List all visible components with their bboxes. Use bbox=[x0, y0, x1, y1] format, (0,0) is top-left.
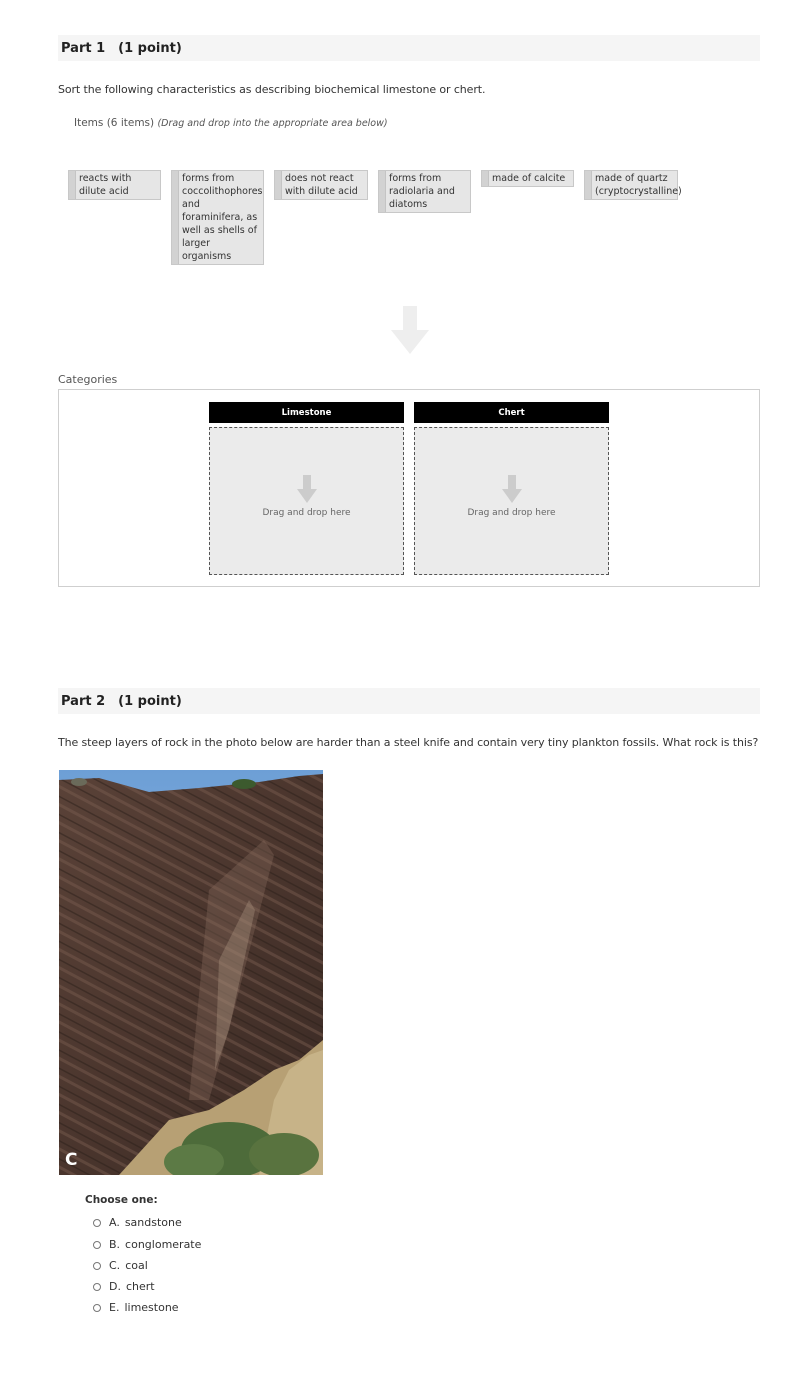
part2-header bbox=[58, 688, 760, 714]
drag-item-radiolaria[interactable] bbox=[378, 170, 471, 213]
radio-button[interactable] bbox=[93, 1304, 101, 1312]
drop-zone-limestone[interactable] bbox=[209, 427, 404, 575]
part1-header bbox=[58, 35, 760, 61]
part2-prompt: The steep layers of rock in the photo below are harder than a steel knife and contain very tiny plankton fossils. What rock is this? bbox=[58, 736, 759, 749]
radio-button[interactable] bbox=[93, 1262, 101, 1270]
items-label bbox=[74, 117, 388, 129]
choice-letter: A. bbox=[109, 1216, 120, 1229]
drag-handle-icon[interactable] bbox=[379, 171, 386, 212]
arrow-down-icon bbox=[502, 475, 522, 503]
choice-letter: C. bbox=[109, 1259, 121, 1272]
categories-container bbox=[58, 389, 760, 587]
radio-button[interactable] bbox=[93, 1241, 101, 1249]
choice-text: chert bbox=[125, 1280, 155, 1293]
choose-one-label: Choose one: bbox=[85, 1194, 158, 1206]
choice-text: sandstone bbox=[124, 1216, 182, 1229]
radio-button[interactable] bbox=[93, 1219, 101, 1227]
drag-handle-icon[interactable] bbox=[275, 171, 282, 199]
choice-a[interactable] bbox=[93, 1216, 182, 1229]
drag-item-calcite[interactable] bbox=[481, 170, 574, 187]
categories-label: Categories bbox=[58, 373, 118, 386]
drag-item-label: forms from coccolithophores and foraminifera, as well as shells of larger organisms bbox=[182, 173, 263, 262]
drop-zone-text: Drag and drop here bbox=[467, 508, 556, 518]
choice-e[interactable] bbox=[93, 1301, 179, 1314]
drag-handle-icon[interactable] bbox=[585, 171, 592, 199]
drag-handle-icon[interactable] bbox=[482, 171, 489, 186]
drop-zone-chert[interactable] bbox=[414, 427, 609, 575]
drop-zone-text: Drag and drop here bbox=[262, 508, 351, 518]
arrow-down-icon bbox=[297, 475, 317, 503]
choice-text: conglomerate bbox=[125, 1238, 202, 1251]
drag-item-no-reaction[interactable] bbox=[274, 170, 368, 200]
copyright-icon: C bbox=[65, 1150, 78, 1170]
choice-text: coal bbox=[125, 1259, 148, 1272]
choice-c[interactable] bbox=[93, 1259, 148, 1272]
drag-item-label: made of calcite bbox=[492, 173, 566, 184]
part1-title: Part 1 bbox=[61, 40, 106, 56]
drag-handle-icon[interactable] bbox=[172, 171, 179, 264]
drag-item-label: reacts with dilute acid bbox=[79, 173, 132, 197]
part2-title: Part 2 bbox=[61, 693, 106, 709]
drag-handle-icon[interactable] bbox=[69, 171, 76, 199]
choice-b[interactable] bbox=[93, 1238, 201, 1251]
drag-item-reacts-with-acid[interactable] bbox=[68, 170, 161, 200]
choice-text: limestone bbox=[124, 1301, 179, 1314]
drag-item-label: does not react with dilute acid bbox=[285, 173, 358, 197]
rock-outcrop-photo bbox=[59, 770, 323, 1175]
items-hint: (Drag and drop into the appropriate area below) bbox=[157, 118, 388, 129]
items-count-label: Items (6 items) bbox=[74, 117, 155, 129]
drag-item-coccolithophores[interactable] bbox=[171, 170, 264, 265]
arrow-down-icon bbox=[391, 306, 429, 354]
drag-item-quartz[interactable] bbox=[584, 170, 682, 200]
part1-points: (1 point) bbox=[118, 40, 182, 56]
part1-prompt: Sort the following characteristics as describing biochemical limestone or chert. bbox=[58, 83, 486, 96]
part2-points: (1 point) bbox=[118, 693, 182, 709]
choice-letter: B. bbox=[109, 1238, 121, 1251]
choice-letter: D. bbox=[109, 1280, 121, 1293]
choice-letter: E. bbox=[109, 1301, 120, 1314]
category-header-chert: Chert bbox=[414, 402, 609, 423]
drag-item-label: forms from radiolaria and diatoms bbox=[389, 173, 455, 210]
category-header-limestone: Limestone bbox=[209, 402, 404, 423]
radio-button[interactable] bbox=[93, 1283, 101, 1291]
choice-d[interactable] bbox=[93, 1280, 155, 1293]
drag-item-label: made of quartz (cryptocrystalline) bbox=[595, 173, 682, 197]
